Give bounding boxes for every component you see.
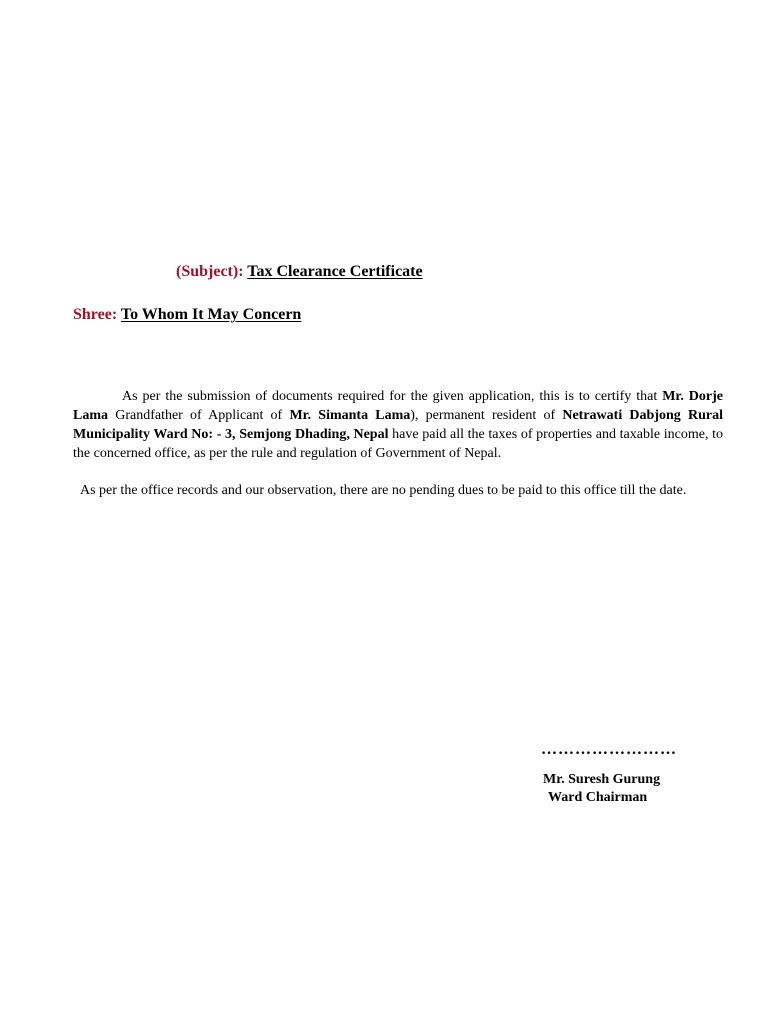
paragraph-text-3: ), permanent resident of [410, 408, 563, 423]
salutation-line [73, 306, 301, 324]
subject-label: (Subject): [176, 263, 244, 280]
residence-address: Netrawati Dabjong Rural Municipality Ward No: - 3, Semjong Dhading, Nepal [73, 408, 723, 442]
grandfather-name: Mr. Dorje Lama [73, 389, 723, 423]
salutation-text: To Whom It May Concern [120, 306, 302, 323]
dues-paragraph: As per the office records and our observation, there are no pending dues to be paid to this office till the date. [80, 483, 687, 498]
salutation-label: Shree: [73, 306, 118, 323]
signatory-name: Mr. Suresh Gurung [543, 772, 661, 787]
subject-title: Tax Clearance Certificate [247, 263, 423, 280]
paragraph-text-1: As per the submission of documents required for the given application, this is to certify that [122, 389, 663, 404]
paragraph-text-4: have paid all the taxes of properties and taxable income, to the concerned office, as per the rule and regulation of Government of Nepal. [73, 427, 723, 461]
paragraph-text-2: Grandfather of Applicant of [108, 408, 290, 423]
signature-line: …………………… [541, 741, 677, 758]
subject-line [176, 263, 423, 281]
applicant-name: Mr. Simanta Lama [289, 408, 411, 423]
signatory-title: Ward Chairman [548, 790, 648, 805]
certificate-paragraph [73, 387, 723, 463]
